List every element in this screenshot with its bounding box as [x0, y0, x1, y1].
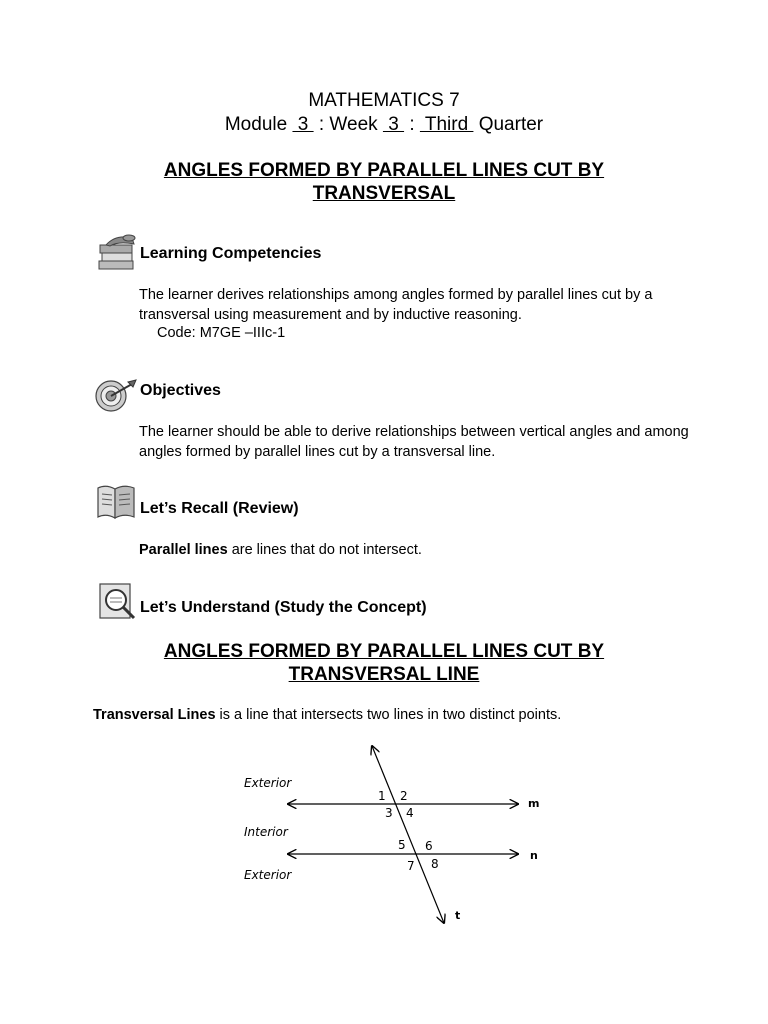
books-icon [96, 232, 140, 272]
lesson-title [0, 159, 768, 205]
magnifier-study-icon [96, 580, 140, 620]
concept-title [0, 640, 768, 686]
objectives-body: The learner should be able to derive relationships between vertical angles and among angles formed by parallel lines cut by a transversal line. [139, 424, 689, 460]
parallel-lines-term: Parallel lines [139, 542, 228, 558]
understand-heading: Let’s Understand (Study the Concept) [140, 599, 427, 616]
lesson-title-line2: TRANSVERSAL [312, 183, 456, 204]
learning-competencies-body: The learner derives relationships among angles formed by parallel lines cut by a transversal using measurement and by inductive reasoning. [139, 287, 653, 323]
module-value: 3 [292, 114, 314, 135]
quarter-value: Third [419, 114, 474, 135]
angle-6: 6 [425, 839, 433, 853]
week-value: 3 [382, 114, 405, 135]
concept-title-line1: ANGLES FORMED BY PARALLEL LINES CUT BY [163, 641, 605, 662]
line-t [372, 746, 444, 923]
angle-4: 4 [406, 806, 414, 820]
competency-code: Code: M7GE –IIIc-1 [157, 325, 286, 341]
subject-title: MATHEMATICS 7 [308, 90, 460, 111]
quarter-label: Quarter [478, 114, 544, 135]
transversal-definition-text: is a line that intersects two lines in two distinct points. [215, 707, 562, 723]
objectives-heading: Objectives [140, 382, 221, 399]
angle-2: 2 [400, 789, 408, 803]
learning-competencies-heading: Learning Competencies [140, 245, 322, 262]
parallel-lines-definition: are lines that do not intersect. [227, 542, 422, 558]
angle-3: 3 [385, 806, 393, 820]
module-label: Module [224, 114, 288, 135]
book-reading-icon [94, 480, 138, 520]
angle-8: 8 [431, 857, 439, 871]
colon-separator: : [409, 114, 415, 135]
label-t: t [455, 909, 461, 922]
recall-heading: Let’s Recall (Review) [140, 500, 299, 517]
angle-5: 5 [398, 838, 406, 852]
module-week-quarter [0, 114, 768, 136]
label-m: m [528, 797, 540, 810]
region-exterior-top: Exterior [244, 776, 292, 790]
recall-body [139, 540, 699, 560]
transversal-diagram [230, 740, 560, 930]
lesson-title-line1: ANGLES FORMED BY PARALLEL LINES CUT BY [163, 160, 605, 181]
angle-1: 1 [378, 789, 386, 803]
region-interior: Interior [244, 825, 288, 839]
region-exterior-bottom: Exterior [244, 868, 292, 882]
transversal-term: Transversal Lines [93, 707, 216, 723]
label-n: n [530, 849, 538, 862]
transversal-definition [93, 705, 713, 725]
week-label: : Week [318, 114, 378, 135]
concept-title-line2: TRANSVERSAL LINE [288, 664, 480, 685]
angle-7: 7 [407, 859, 415, 873]
target-icon [94, 376, 138, 416]
